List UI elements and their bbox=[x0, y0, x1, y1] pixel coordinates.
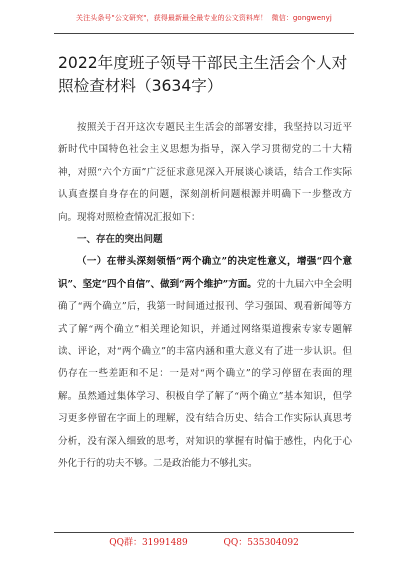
intro-paragraph: 按照关于召开这次专题民主生活会的部署安排，我坚持以习近平新时代中国特色社会主义思想为指导，深入学习贯彻党的二十大精神，对照“六个方面”广泛征求意见深入开展谈心谈话，结合工作实际认真查摆自身存在的问题，深刻剖析问题根源并明确下一步整改方向。现将对照检查情况汇报如下： bbox=[58, 122, 352, 223]
document-title: 2022年度班子领导干部民主生活会个人对照检查材料（3634字） bbox=[58, 54, 348, 95]
footer-qq: QQ：535304092 bbox=[223, 538, 299, 548]
banner-promo-text: 关注头条号"公文研究"，获得最新最全最专业的公文资料库！ bbox=[76, 14, 268, 22]
subsection-body: 党的十九届六中全会明确了“两个确立”后，我第一时间通过报刊、学习强国、观看新闻等方式了解“两个确立”相关理论知识，并通过网络渠道搜索专家专题解读、评论，对“两个确立”的丰富内涵和重大意义有了进一步认识。但仍存在一些差距和不足：一是对“两个确立”的学习停留在表面的理解。虽然通过集体学习、积极自学了解了“两个确立”基本知识，但学习更多停留在字面上的理解，没有结合历史、结合工作实际认真思考分析，没有深入细致的思考，对知识的掌握有时偏于感性，内化于心外化于行的功夫不够。二是政治能力不够扎实。 bbox=[58, 278, 352, 470]
document-body bbox=[58, 117, 352, 476]
top-banner bbox=[0, 13, 408, 23]
footer-qq-group: QQ群：31991489 bbox=[109, 538, 188, 548]
header-divider bbox=[54, 33, 354, 34]
footer bbox=[0, 535, 408, 548]
section-heading: 一、存在的突出问题 bbox=[77, 234, 163, 246]
banner-wechat-text: 微信：gongwenyj bbox=[271, 14, 332, 22]
subsection-paragraph bbox=[58, 251, 352, 475]
footer-divider bbox=[54, 532, 354, 533]
subsection-lead: （一）在带头深刻领悟“两个确立”的决定性意义，增强“四个意识”、坚定“四个自信”、做到“两个维护”方面。 bbox=[58, 256, 352, 290]
